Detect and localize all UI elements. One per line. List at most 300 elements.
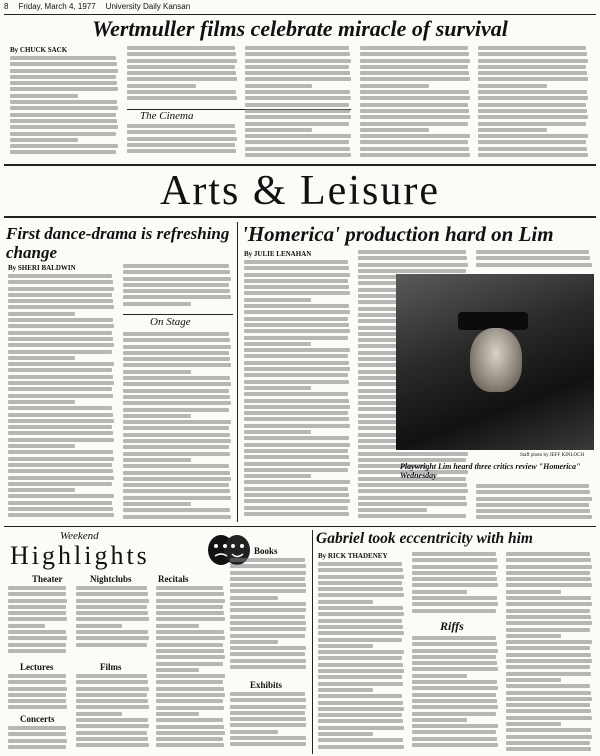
text-line — [244, 279, 348, 283]
section-rule-bottom — [4, 216, 596, 218]
text-line — [478, 122, 586, 126]
text-line — [8, 324, 114, 328]
text-line — [244, 468, 348, 472]
text-line — [156, 693, 225, 697]
text-line — [412, 649, 498, 653]
text-line — [8, 293, 112, 297]
text-line — [360, 109, 469, 113]
gabriel-column-4 — [506, 552, 594, 754]
text-line — [76, 624, 122, 628]
text-line — [8, 636, 67, 640]
text-line — [506, 621, 592, 625]
text-line — [156, 586, 223, 590]
text-line — [10, 125, 118, 129]
text-line — [244, 285, 349, 289]
text-line — [245, 65, 349, 69]
text-line — [412, 661, 497, 665]
text-line — [230, 583, 306, 587]
text-line — [478, 90, 587, 94]
text-line — [8, 337, 113, 341]
text-line — [506, 747, 591, 751]
text-line — [8, 331, 112, 335]
homerica-byline: By JULIE LENAHAN — [244, 250, 312, 258]
text-line — [10, 106, 118, 110]
text-line — [318, 650, 404, 654]
text-line — [245, 59, 351, 63]
text-line — [123, 496, 231, 500]
text-line — [245, 115, 351, 119]
photo-credit: Staff photo by JEFF KINLOCH — [520, 453, 585, 458]
text-line — [156, 611, 224, 615]
text-line — [412, 680, 497, 684]
text-line — [127, 90, 236, 94]
text-line — [412, 718, 467, 722]
text-line — [506, 615, 591, 619]
text-line — [318, 701, 403, 705]
text-line — [360, 65, 468, 69]
text-line — [230, 692, 305, 696]
text-line — [123, 489, 230, 493]
highlights-col-films: Films — [100, 662, 122, 672]
text-line — [476, 263, 592, 267]
concerts-listing — [8, 726, 68, 754]
text-line — [156, 725, 224, 729]
text-line — [476, 250, 589, 254]
text-line — [412, 565, 498, 569]
text-line — [506, 684, 590, 688]
text-line — [360, 90, 469, 94]
text-line — [318, 682, 403, 686]
lectures-listing — [8, 674, 68, 714]
text-line — [76, 643, 147, 647]
text-line — [230, 723, 306, 727]
dance-headline — [6, 224, 236, 262]
homerica-headline: 'Homerica' production hard on Lim — [242, 222, 554, 246]
text-line — [8, 375, 113, 379]
text-line — [123, 433, 230, 437]
text-line — [506, 558, 591, 562]
text-line — [10, 81, 117, 85]
text-line — [123, 515, 231, 519]
text-line — [478, 52, 587, 56]
paper-name: University Daily Kansan — [105, 2, 191, 11]
text-line — [478, 96, 588, 100]
text-line — [76, 731, 147, 735]
text-line — [318, 713, 402, 717]
text-line — [506, 596, 591, 600]
text-line — [8, 356, 75, 360]
text-line — [230, 596, 278, 600]
text-line — [506, 722, 561, 726]
text-line — [123, 283, 229, 287]
text-line — [156, 617, 225, 621]
text-line — [412, 583, 498, 587]
text-line — [245, 77, 351, 81]
gabriel-column-1 — [318, 562, 406, 754]
recitals-listing — [156, 586, 226, 754]
text-line — [506, 577, 591, 581]
text-line — [230, 742, 306, 746]
text-line — [476, 509, 590, 513]
lead-subhead: The Cinema — [140, 110, 194, 122]
text-line — [245, 109, 350, 113]
lead-column-4 — [245, 46, 353, 160]
text-line — [123, 502, 191, 506]
text-line — [358, 496, 466, 500]
text-line — [123, 401, 231, 405]
text-line — [8, 305, 114, 309]
text-line — [412, 590, 467, 594]
text-line — [156, 630, 224, 634]
text-line — [76, 605, 147, 609]
text-line — [123, 345, 231, 349]
text-line — [318, 631, 404, 635]
text-line — [123, 264, 229, 268]
text-line — [156, 706, 224, 710]
text-line — [8, 476, 114, 480]
text-line — [412, 577, 497, 581]
text-line — [360, 140, 468, 144]
text-line — [244, 310, 350, 314]
text-line — [506, 653, 591, 657]
text-line — [476, 484, 589, 488]
text-line — [8, 274, 112, 278]
text-line — [127, 59, 237, 63]
text-line — [318, 612, 404, 616]
text-line — [318, 587, 403, 591]
text-line — [244, 361, 349, 365]
text-line — [244, 436, 349, 440]
text-line — [244, 266, 349, 270]
text-line — [478, 153, 588, 157]
text-line — [8, 362, 114, 366]
text-line — [8, 605, 66, 609]
text-line — [244, 342, 311, 346]
text-line — [360, 134, 470, 138]
text-line — [10, 56, 116, 60]
text-line — [230, 659, 306, 663]
gabriel-headline: Gabriel took eccentricity with him — [316, 530, 533, 547]
text-line — [127, 46, 235, 50]
text-line — [360, 115, 470, 119]
text-line — [123, 477, 231, 481]
text-line — [360, 71, 469, 75]
text-line — [76, 617, 149, 621]
text-line — [230, 736, 306, 740]
text-line — [506, 697, 592, 701]
homerica-column-1 — [244, 260, 352, 522]
text-line — [8, 624, 45, 628]
text-line — [245, 71, 350, 75]
text-line — [8, 513, 114, 517]
text-line — [10, 62, 117, 66]
text-line — [506, 672, 591, 676]
text-line — [506, 571, 590, 575]
text-line — [244, 348, 350, 352]
text-line — [244, 336, 348, 340]
dance-headline-text: First dance-drama is refreshing change — [6, 224, 230, 262]
text-line — [8, 394, 113, 398]
text-line — [123, 452, 230, 456]
text-line — [8, 431, 113, 435]
text-line — [358, 250, 466, 254]
text-line — [123, 408, 229, 412]
text-line — [123, 389, 229, 393]
text-line — [318, 675, 402, 679]
gabriel-column-2 — [412, 552, 500, 618]
text-line — [506, 628, 590, 632]
text-line — [156, 687, 224, 691]
text-line — [478, 59, 588, 63]
text-line — [123, 426, 229, 430]
text-line — [123, 351, 229, 355]
text-line — [123, 289, 230, 293]
text-line — [244, 291, 350, 295]
text-line — [8, 674, 66, 678]
dance-column-1 — [8, 274, 116, 524]
text-line — [123, 357, 230, 361]
text-line — [10, 132, 116, 136]
text-line — [412, 705, 498, 709]
text-line — [8, 739, 67, 743]
text-line — [476, 497, 592, 501]
text-line — [318, 694, 402, 698]
text-line — [8, 425, 112, 429]
homerica-column-3 — [476, 250, 594, 270]
text-line — [127, 71, 236, 75]
text-line — [123, 332, 229, 336]
text-line — [10, 113, 116, 117]
text-line — [8, 438, 114, 442]
text-line — [127, 149, 236, 153]
dance-subhead: On Stage — [150, 316, 191, 328]
text-line — [76, 592, 148, 596]
text-line — [8, 649, 66, 653]
text-line — [318, 644, 373, 648]
text-line — [412, 686, 498, 690]
page-number: 8 — [4, 2, 9, 11]
text-line — [8, 381, 114, 385]
text-line — [127, 84, 196, 88]
text-line — [476, 256, 590, 260]
text-line — [156, 743, 224, 747]
lead-column-6 — [478, 46, 590, 160]
text-line — [10, 100, 117, 104]
text-line — [76, 687, 149, 691]
text-line — [360, 59, 470, 63]
text-line — [156, 605, 223, 609]
text-line — [506, 634, 561, 638]
text-line — [244, 443, 350, 447]
text-line — [360, 96, 470, 100]
text-line — [318, 732, 373, 736]
text-line — [506, 703, 590, 707]
homerica-column-4 — [476, 484, 594, 522]
text-line — [412, 674, 467, 678]
text-line — [10, 138, 78, 142]
text-line — [123, 302, 191, 306]
text-line — [478, 84, 547, 88]
text-line — [123, 370, 191, 374]
text-line — [245, 46, 349, 50]
text-line — [8, 368, 112, 372]
text-line — [230, 698, 306, 702]
text-line — [8, 732, 66, 736]
text-line — [123, 295, 231, 299]
text-line — [245, 140, 349, 144]
text-line — [318, 600, 373, 604]
text-line — [156, 655, 225, 659]
text-line — [8, 705, 67, 709]
text-line — [76, 693, 147, 697]
text-line — [123, 338, 230, 342]
text-line — [245, 153, 351, 157]
text-line — [230, 577, 305, 581]
text-line — [506, 583, 592, 587]
text-line — [244, 424, 350, 428]
text-line — [76, 680, 148, 684]
text-line — [244, 373, 348, 377]
highlights-col-exhibits: Exhibits — [250, 680, 283, 690]
text-line — [76, 586, 147, 590]
text-line — [476, 515, 592, 519]
gabriel-subhead: Riffs — [440, 620, 464, 633]
text-line — [244, 386, 311, 390]
lead-column-1 — [10, 56, 120, 160]
text-line — [10, 94, 78, 98]
dance-byline: By SHERI BALDWIN — [8, 264, 76, 272]
gabriel-column-3 — [412, 636, 500, 754]
text-line — [318, 669, 404, 673]
text-line — [156, 643, 223, 647]
text-line — [230, 646, 306, 650]
text-line — [412, 552, 496, 556]
text-line — [123, 464, 229, 468]
text-line — [123, 395, 230, 399]
on-stage-rule — [123, 314, 233, 315]
highlights-col-lectures: Lectures — [20, 662, 54, 672]
text-line — [412, 693, 496, 697]
text-line — [230, 652, 305, 656]
text-line — [506, 552, 590, 556]
lead-byline: By CHUCK SACK — [10, 46, 68, 54]
text-line — [230, 558, 305, 562]
text-line — [245, 134, 351, 138]
text-line — [156, 680, 223, 684]
text-line — [318, 663, 403, 667]
text-line — [8, 419, 114, 423]
text-line — [358, 256, 467, 260]
text-line — [244, 430, 311, 434]
text-line — [8, 312, 75, 316]
text-line — [244, 367, 350, 371]
text-line — [478, 140, 586, 144]
text-line — [8, 457, 114, 461]
text-line — [506, 728, 591, 732]
text-line — [245, 103, 349, 107]
theater-listing — [8, 586, 68, 658]
text-line — [318, 581, 402, 585]
text-line — [8, 501, 112, 505]
text-line — [245, 90, 350, 94]
text-line — [8, 699, 66, 703]
text-line — [360, 122, 468, 126]
text-line — [230, 564, 306, 568]
highlights-col-recitals: Recitals — [158, 574, 189, 584]
section-title: Arts & Leisure — [160, 168, 440, 214]
text-line — [10, 75, 116, 79]
text-line — [318, 568, 403, 572]
text-line — [8, 299, 113, 303]
text-line — [245, 128, 312, 132]
text-line — [245, 122, 349, 126]
text-line — [156, 731, 225, 735]
text-line — [478, 65, 586, 69]
text-line — [412, 571, 496, 575]
text-line — [244, 298, 311, 302]
text-line — [244, 392, 348, 396]
text-line — [156, 668, 199, 672]
text-line — [412, 636, 496, 640]
text-line — [156, 699, 223, 703]
text-line — [156, 636, 225, 640]
text-line — [506, 609, 590, 613]
text-line — [8, 592, 66, 596]
text-line — [412, 596, 497, 600]
text-line — [10, 87, 118, 91]
text-line — [318, 619, 402, 623]
text-line — [358, 514, 466, 518]
text-line — [244, 487, 348, 491]
text-line — [230, 730, 278, 734]
text-line — [230, 621, 306, 625]
gabriel-byline: By RICK THADENEY — [318, 552, 388, 560]
text-line — [76, 737, 148, 741]
text-line — [476, 503, 589, 507]
text-line — [412, 609, 496, 613]
text-line — [360, 147, 469, 151]
text-line — [8, 400, 75, 404]
text-line — [318, 606, 403, 610]
highlights-col-concerts: Concerts — [20, 714, 55, 724]
text-line — [127, 137, 237, 141]
text-line — [244, 493, 349, 497]
text-line — [412, 667, 498, 671]
text-line — [244, 329, 350, 333]
text-line — [156, 718, 223, 722]
text-line — [360, 52, 469, 56]
text-line — [506, 646, 590, 650]
text-line — [506, 590, 561, 594]
highlights-prefix: Weekend — [60, 530, 99, 542]
text-line — [76, 630, 148, 634]
text-line — [8, 387, 112, 391]
text-line — [318, 656, 402, 660]
text-line — [230, 627, 306, 631]
text-line — [123, 376, 230, 380]
text-line — [10, 144, 118, 148]
text-line — [76, 636, 149, 640]
text-line — [8, 507, 113, 511]
text-line — [8, 726, 66, 730]
text-line — [412, 712, 496, 716]
text-line — [478, 77, 588, 81]
text-line — [8, 488, 75, 492]
text-line — [244, 273, 350, 277]
text-line — [76, 718, 148, 722]
text-line — [8, 693, 66, 697]
text-line — [123, 270, 230, 274]
